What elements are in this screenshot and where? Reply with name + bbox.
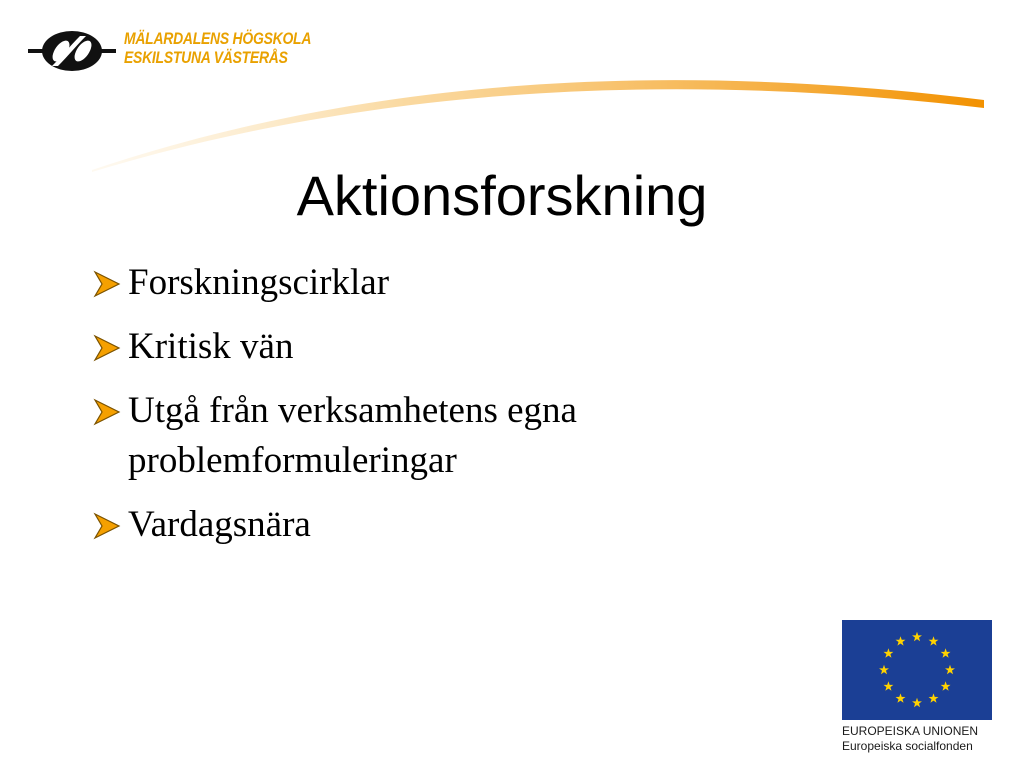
eu-flag-icon: [842, 620, 992, 720]
arrow-bullet-icon: [92, 334, 122, 362]
logo-line-1: MÄLARDALENS HÖGSKOLA: [124, 29, 312, 48]
eu-caption: [842, 724, 978, 754]
eu-caption-line-2: Europeiska socialfonden: [842, 739, 973, 753]
bullet-text: Forskningscirklar: [128, 262, 390, 303]
bullet-item: [92, 386, 912, 486]
bullet-list: [92, 258, 912, 564]
bullet-text: Kritisk vän: [128, 326, 294, 367]
arrow-bullet-icon: [92, 398, 122, 426]
bullet-item: [92, 322, 912, 372]
arrow-bullet-icon: [92, 270, 122, 298]
bullet-text: Vardagsnära: [128, 504, 311, 545]
arrow-bullet-icon: [92, 512, 122, 540]
eu-caption-line-1: EUROPEISKA UNIONEN: [842, 724, 979, 738]
bullet-text: Utgå från verksamhetens egna problemformuleringar: [128, 390, 577, 481]
slide-title: Aktionsforskning: [296, 164, 708, 227]
logo-text: [124, 29, 311, 67]
malardalen-logo-icon: [28, 26, 116, 76]
bullet-item: [92, 500, 912, 550]
bullet-item: [92, 258, 912, 308]
logo-line-2: ESKILSTUNA VÄSTERÅS: [124, 48, 288, 67]
